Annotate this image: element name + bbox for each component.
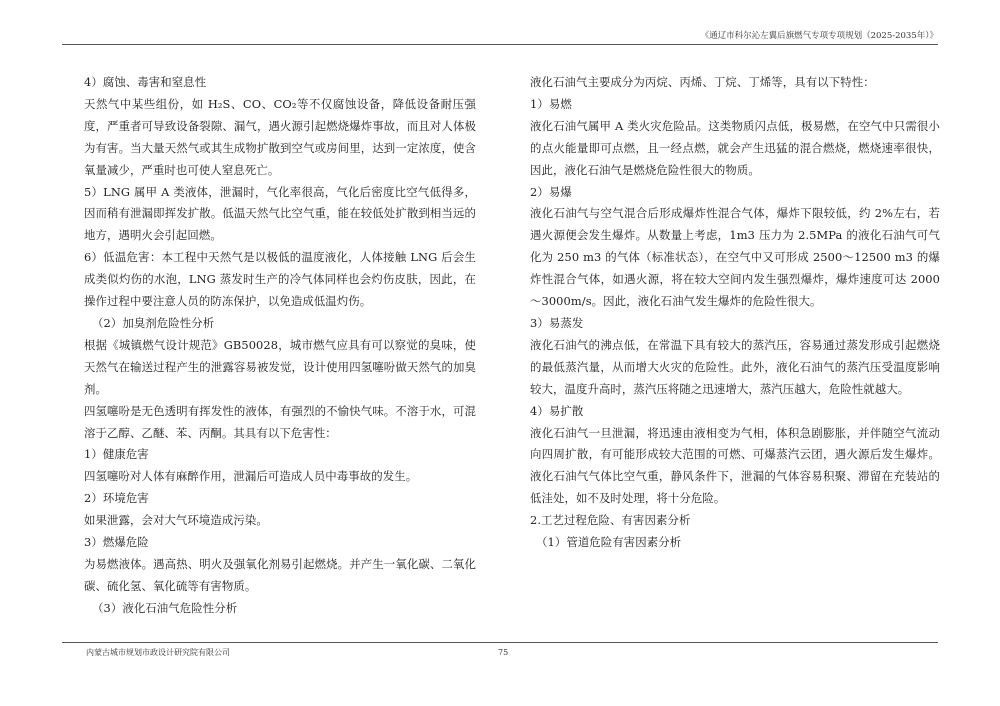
page-number: 75 <box>498 648 509 657</box>
left-para-4: （2）加臭剂危险性分析 <box>92 315 215 330</box>
right-para-1: 1）易燃 <box>530 96 572 111</box>
footer-organization: 内蒙古城市规划市政设计研究院有限公司 <box>86 648 230 657</box>
left-para-6: 四氢噻吩是无色透明有挥发性的液体，有强烈的不愉快气味。不溶于水，可混溶于乙醇、乙醚、苯、丙酮。其具有以下危害性： <box>84 403 476 440</box>
right-para-3: 2）易爆 <box>530 184 572 199</box>
left-para-3: 6）低温危害：本工程中天然气是以极低的温度液化，人体接触 LNG 后会生成类似灼伤的水泡，LNG 蒸发时生产的冷气体同样也会灼伤皮肤，因此，在操作过程中要注意人员的防冻保护，以免造成低温灼伤。 <box>84 250 476 309</box>
right-para-9: 2.工艺过程危险、有害因素分析 <box>530 513 691 528</box>
page-header <box>62 28 938 45</box>
right-para-6: 液化石油气的沸点低，在常温下具有较大的蒸汽压，容易通过蒸发形成引起燃烧的最低蒸汽量，从而增大火灾的危险性。此外，液化石油气的蒸汽压受温度影响较大，温度升高时，蒸汽压将随之迅速增大，蒸汽压越大，危险性就越大。 <box>530 337 940 396</box>
right-para-2: 液化石油气属甲 A 类火灾危险品。这类物质闪点低，极易燃，在空气中只需很小的点火能量即可点燃，且一经点燃，就会产生迅猛的混合燃烧，燃烧速率很快，因此，液化石油气是燃烧危险性很大的物质。 <box>530 118 940 177</box>
right-para-4: 液化石油气与空气混合后形成爆炸性混合气体，爆炸下限较低，约 2%左右，若遇火源便会发生爆炸。从数量上考虑，1m3 压力为 2.5MPa 的液化石油气可气化为 250 m3 的气体（标准状态），在空气中又可形成 2500～12500 m3 的爆炸性混合气体，如遇火源，将在较大空间内发生强烈爆炸，爆炸速度可达 2000～3000m/s。因此，液化石油气发生爆炸的危险性很大。 <box>530 206 940 309</box>
right-para-10: （1）管道危险有害因素分析 <box>536 535 682 550</box>
left-para-13: （3）液化石油气危险性分析 <box>92 600 238 615</box>
right-para-0: 液化石油气主要成分为丙烷、丙烯、丁烷、丁烯等，具有以下特性： <box>530 75 875 89</box>
right-para-7: 4）易扩散 <box>530 403 584 418</box>
header-title: 《通辽市科尔沁左翼后旗燃气专项专项规划（2025-2035年）》 <box>700 31 938 41</box>
left-para-5: 根据《城镇燃气设计规范》GB50028，城市燃气应具有可以察觉的臭味，使天然气在输送过程产生的泄露容易被发觉，设计使用四氢噻吩做天然气的加臭剂。 <box>84 337 476 396</box>
left-para-9: 2）环境危害 <box>84 491 149 506</box>
left-para-10: 如果泄露，会对大气环境造成污染。 <box>84 513 268 528</box>
left-para-0: 4）腐蚀、毒害和窒息性 <box>84 75 207 89</box>
left-para-8: 四氢噻吩对人体有麻醉作用，泄漏后可造成人员中毒事故的发生。 <box>84 469 418 484</box>
right-para-5: 3）易蒸发 <box>530 315 584 330</box>
left-para-11: 3）燃爆危险 <box>84 535 149 550</box>
left-para-12: 为易燃液体。遇高热、明火及强氧化剂易引起燃烧。并产生一氧化碳、二氧化碳、硫化氢、氧化硫等有害物质。 <box>84 556 476 593</box>
right-para-8: 液化石油气一旦泄漏，将迅速由液相变为气相，体积急剧膨胀，并伴随空气流动向四周扩散，有可能形成较大范围的可燃、可爆蒸汽云团，遇火源后发生爆炸。液化石油气气体比空气重，静风条件下，泄漏的气体容易积聚、滞留在充装站的低洼处，如不及时处理，将十分危险。 <box>530 425 940 506</box>
page-footer <box>62 642 938 659</box>
left-column <box>84 72 476 620</box>
left-para-2: 5）LNG 属甲 A 类液体，泄漏时，气化率很高，气化后密度比空气低得多，因而稍有泄漏即挥发扩散。低温天然气比空气重，能在较低处扩散到相当远的地方，遇明火会引起回燃。 <box>84 184 476 243</box>
right-column <box>530 72 940 554</box>
left-para-7: 1）健康危害 <box>84 447 149 462</box>
left-para-1: 天然气中某些组份，如 H₂S、CO、CO₂等不仅腐蚀设备，降低设备耐压强度，严重者可导致设备裂隙、漏气，遇火源引起燃烧爆炸事故，而且对人体极为有害。当大量天然气或其生成物扩散到空气或房间里，达到一定浓度，使含氧量减少，严重时也可使人窒息死亡。 <box>84 96 476 177</box>
